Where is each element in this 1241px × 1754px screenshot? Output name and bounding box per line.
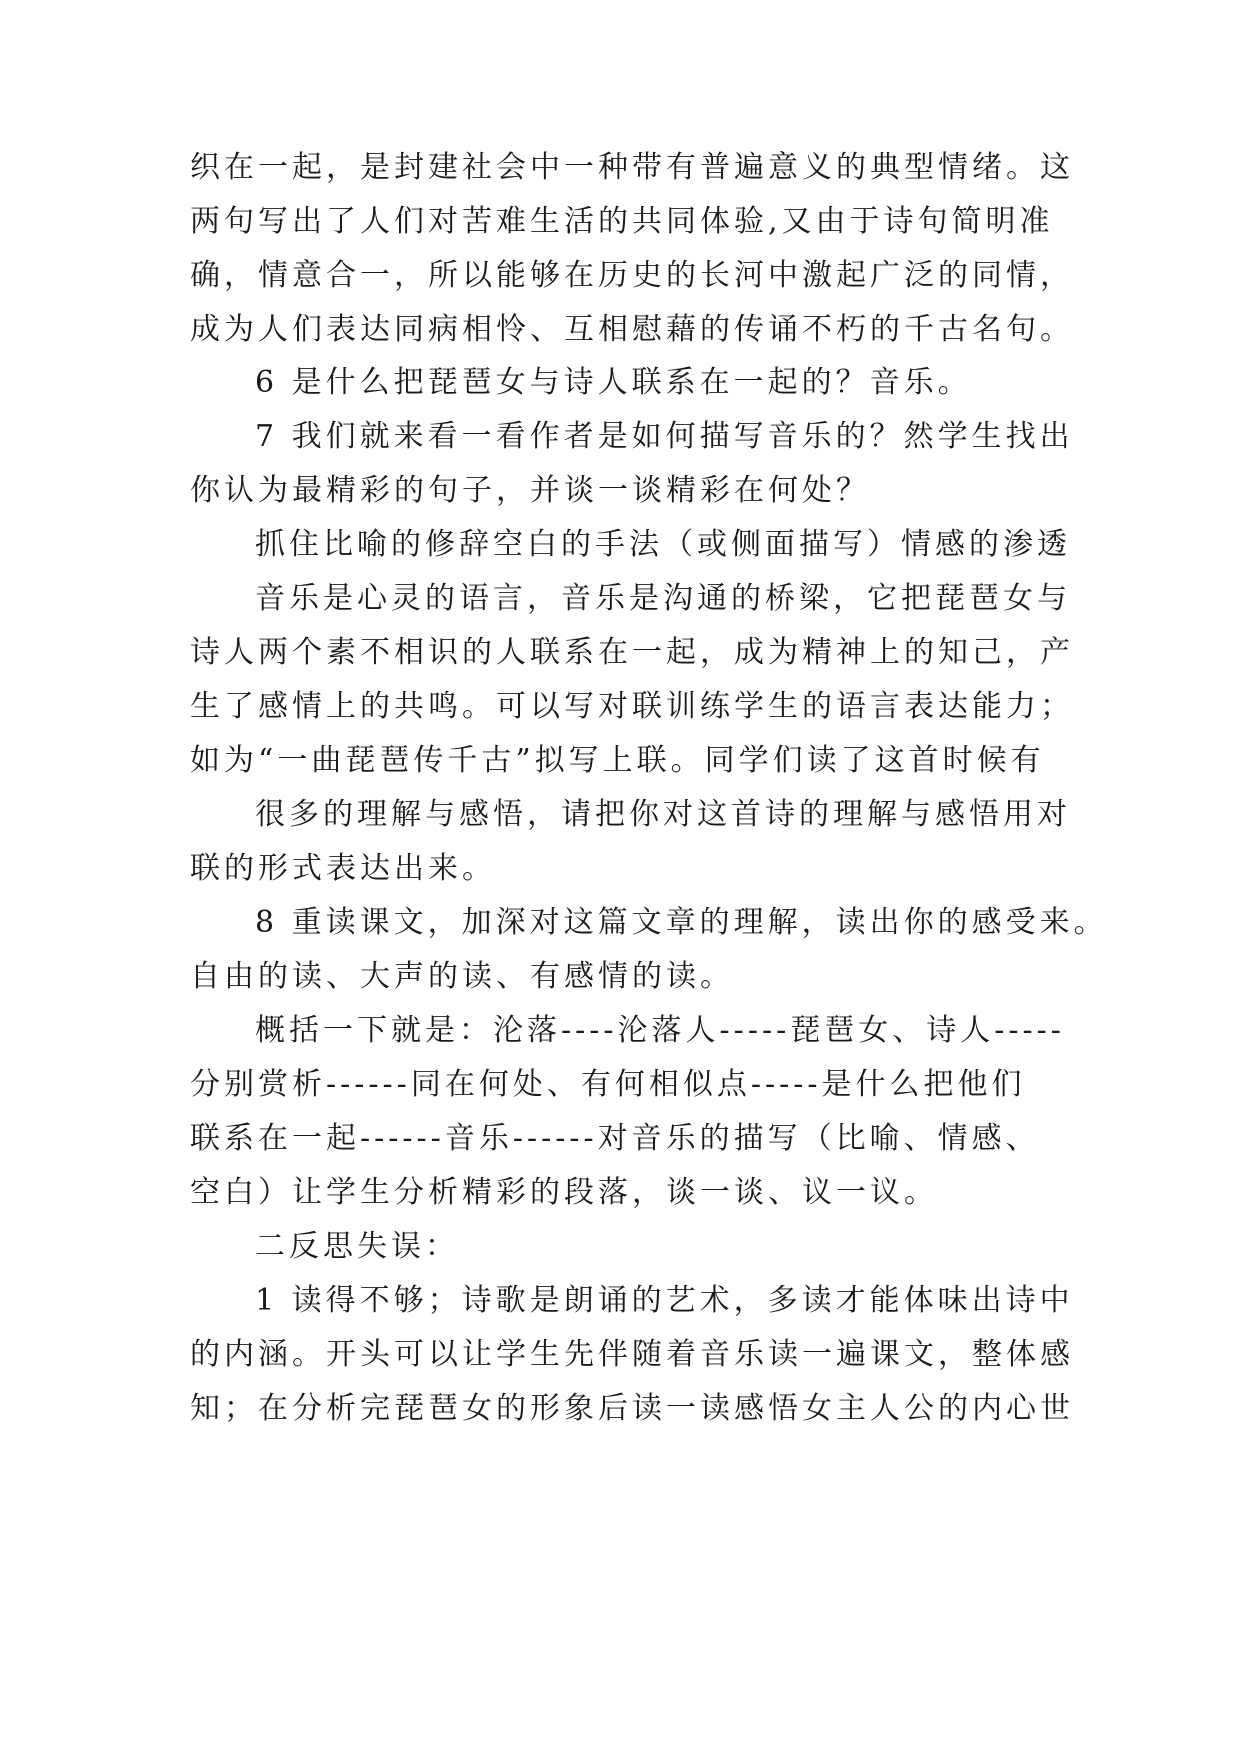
text-line: 很多的理解与感悟，请把你对这首诗的理解与感悟用对 bbox=[255, 797, 1071, 832]
text-line: 生了感情上的共鸣。可以写对联训练学生的语言表达能力； bbox=[190, 689, 1074, 724]
text-line: 抓住比喻的修辞空白的手法（或侧面描写）情感的渗透 bbox=[255, 527, 1071, 562]
text-line: 诗人两个素不相识的人联系在一起，成为精神上的知己，产 bbox=[190, 635, 1074, 670]
text-line: 8 重读课文，加深对这篇文章的理解，读出你的感受来。 bbox=[255, 905, 1108, 940]
text-line: 织在一起，是封建社会中一种带有普遍意义的典型情绪。这 bbox=[190, 150, 1074, 185]
text-line: 联的形式表达出来。 bbox=[190, 851, 496, 886]
text-line: 概括一下就是：沦落----沦落人-----琵琶女、诗人----- bbox=[255, 1013, 1065, 1048]
text-line: 知；在分析完琵琶女的形象后读一读感悟女主人公的内心世 bbox=[190, 1391, 1074, 1426]
text-line: 7 我们就来看一看作者是如何描写音乐的？然学生找出 bbox=[255, 419, 1074, 454]
text-line: 自由的读、大声的读、有感情的读。 bbox=[190, 959, 734, 994]
text-line: 分别赏析------同在何处、有何相似点-----是什么把他们 bbox=[190, 1067, 1026, 1102]
text-line: 你认为最精彩的句子，并谈一谈精彩在何处？ bbox=[190, 473, 870, 508]
text-line: 两句写出了人们对苦难生活的共同体验,又由于诗句简明准 bbox=[190, 204, 1054, 239]
text-line: 联系在一起------音乐------对音乐的描写（比喻、情感、 bbox=[190, 1121, 1040, 1156]
text-line: 6 是什么把琵琶女与诗人联系在一起的？音乐。 bbox=[255, 365, 972, 400]
text-line: 确，情意合一，所以能够在历史的长河中激起广泛的同情， bbox=[190, 258, 1074, 293]
text-line: 如为“一曲琵琶传千古”拟写上联。同学们读了这首时候有 bbox=[190, 743, 1045, 778]
text-line: 音乐是心灵的语言，音乐是沟通的桥梁，它把琵琶女与 bbox=[255, 581, 1071, 616]
text-line: 二反思失误： bbox=[255, 1229, 459, 1264]
text-line: 的内涵。开头可以让学生先伴随着音乐读一遍课文，整体感 bbox=[190, 1337, 1074, 1372]
text-line: 1 读得不够；诗歌是朗诵的艺术，多读才能体味出诗中 bbox=[255, 1283, 1074, 1318]
text-line: 成为人们表达同病相怜、互相慰藉的传诵不朽的千古名句。 bbox=[190, 312, 1074, 347]
text-line: 空白）让学生分析精彩的段落，谈一谈、议一议。 bbox=[190, 1175, 938, 1210]
